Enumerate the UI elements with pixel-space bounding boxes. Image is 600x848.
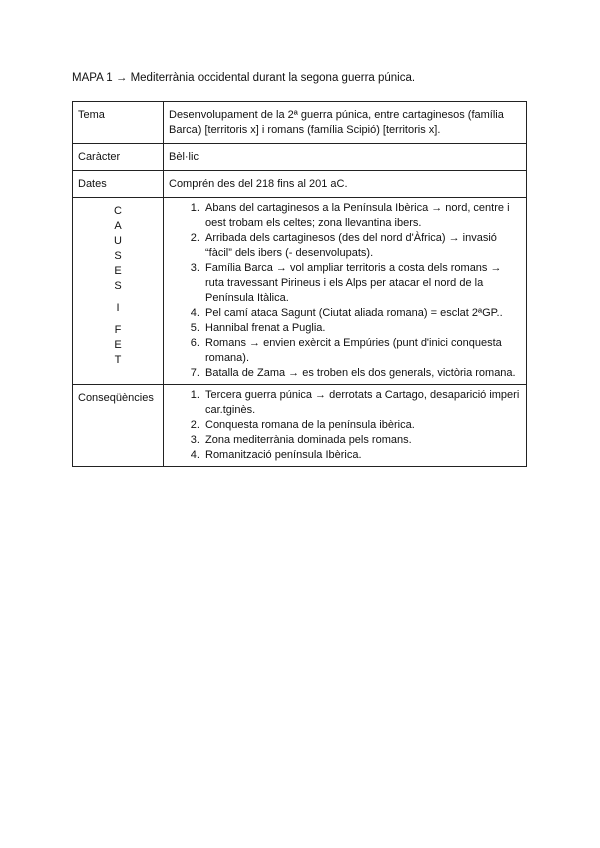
causes-vertical-word (78, 204, 158, 368)
causes-letter: T (114, 354, 122, 366)
row-dates (73, 171, 527, 198)
list-item: 2. Arribada dels cartaginesos (des del nord d'Àfrica) → invasió “fàcil” dels ibers (- desenvolupats). (203, 231, 521, 261)
caracter-value: Bèl·lic (164, 144, 527, 171)
consequencies-list (169, 388, 521, 463)
page-title: MAPA 1 → Mediterrània occidental durant la segona guerra púnica. (72, 72, 416, 84)
dates-value: Comprén des del 218 fins al 201 aC. (164, 171, 527, 198)
list-item: 1. Tercera guerra púnica → derrotats a Cartago, desaparició imperi car.tginès. (203, 388, 521, 418)
causes-letter: E (114, 339, 122, 351)
list-item: 3. Zona mediterrània dominada pels romans. (203, 433, 521, 448)
consequencies-list-cell (164, 385, 527, 467)
causes-letter: A (114, 220, 122, 232)
causes-list-cell (164, 198, 527, 385)
causes-letter: U (114, 235, 122, 247)
summary-table (72, 101, 527, 467)
list-item: 2. Conquesta romana de la península ibèrica. (203, 418, 521, 433)
dates-label: Dates (73, 171, 164, 198)
caracter-label: Caràcter (73, 144, 164, 171)
tema-value: Desenvolupament de la 2ª guerra púnica, entre cartaginesos (família Barca) [territoris x] i romans (família Scipió) [territoris x]. (164, 102, 527, 144)
causes-letter: S (114, 280, 122, 292)
list-item: 1. Abans del cartaginesos a la Península Ibèrica → nord, centre i oest trobam els celtes; zona llevantina ibers. (203, 201, 521, 231)
causes-fet-label (73, 198, 164, 385)
list-item: 6. Romans → envien exèrcit a Empúries (punt d'inici conquesta romana). (203, 336, 521, 366)
consequencies-label: Conseqüències (73, 385, 164, 467)
causes-list (169, 201, 521, 381)
row-causes (73, 198, 527, 385)
list-item: 7. Batalla de Zama → es troben els dos generals, victòria romana. (203, 366, 521, 381)
row-consequencies (73, 385, 527, 467)
tema-label: Tema (73, 102, 164, 144)
causes-letter: C (114, 205, 122, 217)
row-caracter (73, 144, 527, 171)
causes-letter: E (114, 265, 122, 277)
list-item: 4. Pel camí ataca Sagunt (Ciutat aliada romana) = esclat 2ªGP.. (203, 306, 521, 321)
row-tema (73, 102, 527, 144)
causes-letter: F (114, 324, 122, 336)
causes-letter: S (114, 250, 122, 262)
causes-letter: I (116, 302, 120, 314)
list-item: 5. Hannibal frenat a Puglia. (203, 321, 521, 336)
list-item: 4. Romanització península Ibèrica. (203, 448, 521, 463)
list-item: 3. Família Barca → vol ampliar territoris a costa dels romans → ruta travessant Pirineus i els Alps per atacar el nord de la Península Itàlica. (203, 261, 521, 306)
